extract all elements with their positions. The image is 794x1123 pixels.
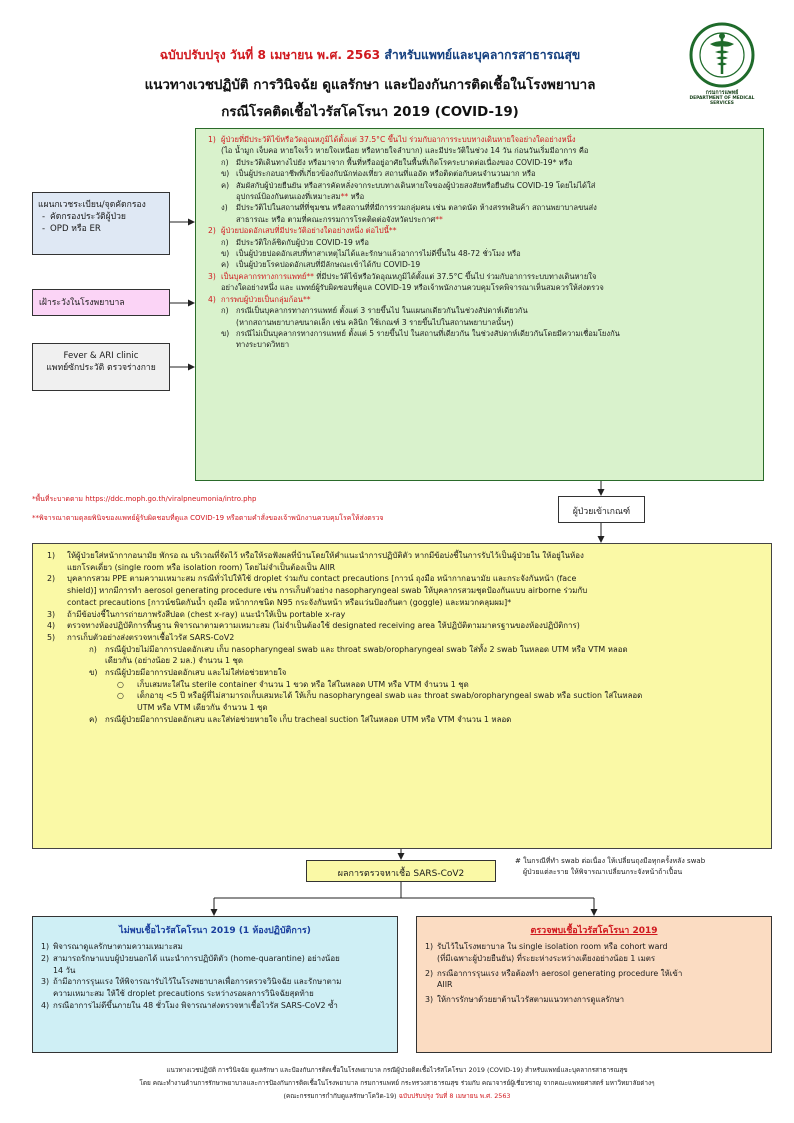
footer-line-3: (คณะกรรมการกำกับดูแลรักษาโควิด-19) ฉบับปรับปรุง วันที่ 8 เมษายน พ.ศ. 2563 xyxy=(283,1092,511,1100)
positive-item-2-cont: AIIR xyxy=(437,980,453,990)
positive-item-1-cont: (ที่มีเฉพาะผู้ป่วยยืนยัน) ที่ระยะห่างระหว่างเตียงอย่างน้อย 1 เมตร xyxy=(437,953,656,963)
opd-item-er: - OPD หรือ ER xyxy=(50,223,164,235)
footer xyxy=(40,1064,754,1103)
procedure-step-5b-2: ○ เด็กอายุ <5 ปี หรือผู้ที่ไม่สามารถเก็บเสมหะได้ ให้เก็บ nasopharyngeal swab และ throat swab/oropharyngeal swab หรือ suction ใส่ในหลอด xyxy=(117,691,643,701)
procedure-step-5: 5) การเก็บตัวอย่างส่งตรวจหาเชื้อไวรัส SARS-CoV2 xyxy=(47,632,235,642)
criteria-1b: ข) เป็นผู้ประกอบอาชีพที่เกี่ยวข้องกับนักท่องเที่ยว สถานที่แออัด หรือติดต่อกับคนจำนวนมาก หรือ xyxy=(221,169,536,179)
negative-item-2-cont: 14 วัน xyxy=(53,965,76,975)
criteria-1-detail: (ไอ น้ำมูก เจ็บคอ หายใจเร็ว หายใจเหนื่อย หรือหายใจลำบาก) และมีประวัติในช่วง 14 วัน ก่อนวันเริ่มมีอาการ คือ xyxy=(221,146,589,156)
criteria-4a-cont: (หากสถานพยาบาลขนาดเล็ก เช่น คลินิก ใช้เกณฑ์ 3 รายขึ้นไปในสถานพยาบาลนั้นๆ) xyxy=(236,317,514,327)
criteria-1c: ค) สัมผัสกับผู้ป่วยยืนยัน หรือสารคัดหลั่งจากระบบทางเดินหายใจของผู้ป่วยสงสัยหรือยืนยัน COVID-19 โดยไม่ได้ใส่ xyxy=(221,180,596,190)
patient-criteria-box xyxy=(195,128,764,481)
hospital-surveillance-box xyxy=(32,289,170,316)
logo-caption-english: DEPARTMENT OF MEDICAL SERVICES xyxy=(689,96,755,106)
fever-clinic-subtitle: แพทย์ซักประวัติ ตรวจร่างกาย xyxy=(46,363,156,373)
negative-item-4: 4) กรณีอาการไม่ดีขึ้นภายใน 48 ชั่วโมง พิจารณาส่งตรวจหาเชื้อไวรัส SARS-CoV2 ซ้ำ xyxy=(41,1000,338,1010)
negative-item-2: 2) สามารถรักษาแบบผู้ป่วยนอกได้ แนะนำการปฏิบัติตัว (home-quarantine) อย่างน้อย xyxy=(41,953,340,963)
procedure-step-2-cont2: contact precautions [กาวน์ชนิดกันน้ำ ถุงมือ หน้ากากชนิด N95 กระจังกันหน้า หรือแว่นป้องกันตา (goggle) และหมวกคลุมผม]* xyxy=(67,597,512,607)
criteria-3-detail: อย่างใดอย่างหนึ่ง และ แพทย์ผู้รับผิดชอบที่ดูแล COVID-19 หรือเจ้าพนักงานควบคุมโรคพิจารณาเห็นสมควรให้ส่งตรวจ xyxy=(221,283,604,293)
procedure-step-2: 2) บุคลากรสวม PPE ตามความเหมาะสม กรณีทั่วไปให้ใช้ droplet ร่วมกับ contact precautions [กาวน์ ถุงมือ หน้ากากอนามัย และกระจังกันหน้า (face xyxy=(47,574,577,584)
opd-screening-box xyxy=(32,192,170,255)
procedure-step-3: 3) ถ้ามีข้อบ่งชี้ในการถ่ายภาพรังสีปอด (chest x-ray) แนะนำให้เป็น portable x-ray xyxy=(47,609,346,619)
fever-ari-clinic-box xyxy=(32,343,170,391)
footer-line-1: แนวทางเวชปฏิบัติ การวินิจฉัย ดูแลรักษา และป้องกันการติดเชื้อในโรงพยาบาล กรณีผู้ป่วยติดเชื้อไวรัสโคโรนา 2019 (COVID-19) สำหรับแพทย์และบุคลากรสาธารณสุข xyxy=(166,1066,628,1074)
bullet-circle-icon: ○ xyxy=(117,679,124,689)
sars-cov2-result-box: ผลการตรวจหาเชื้อ SARS-CoV2 xyxy=(306,860,496,882)
bullet-circle-icon: ○ xyxy=(117,691,124,701)
procedure-step-5b: ข) กรณีผู้ป่วยมีอาการปอดอักเสบ และไม่ใส่ท่อช่วยหายใจ xyxy=(89,668,287,678)
positive-result-box xyxy=(416,916,772,1053)
criteria-2b: ข) เป็นผู้ป่วยปอดอักเสบที่หาสาเหตุไม่ได้และรักษาแล้วอาการไม่ดีขึ้นใน 48-72 ชั่วโมง หรือ xyxy=(221,249,521,259)
swab-glove-note: # ในกรณีที่ทำ swab ต่อเนื่อง ให้เปลี่ยนถุงมือทุกครั้งหลัง swab ผู้ป่วยแต่ละราย ให้พิจารณาเปลี่ยนกระจังหน้าถ้าเปื้อน xyxy=(515,857,706,876)
criteria-2-title: 2) ผู้ป่วยปอดอักเสบที่มีประวัติอย่างใดอย่างหนึ่ง ต่อไปนี้** xyxy=(208,226,397,236)
negative-item-1: 1) พิจารณาดูแลรักษาตามความเหมาะสม xyxy=(41,942,183,951)
positive-item-1: 1) รับไว้ในโรงพยาบาล ใน single isolation room หรือ cohort ward xyxy=(425,942,668,951)
negative-item-3: 3) ถ้ามีอาการรุนแรง ให้พิจารณารับไว้ในโรงพยาบาลเพื่อการตรวจวินิจฉัย และรักษาตาม xyxy=(41,977,342,987)
procedure-step-5a-cont: เดียวกัน (อย่างน้อย 2 มล.) จำนวน 1 ชุด xyxy=(105,656,243,666)
criteria-4b: ข) กรณีไม่เป็นบุคลากรทางการแพทย์ ตั้งแต่ 5 รายขึ้นไป ในสถานที่เดียวกัน ในช่วงสัปดาห์เดียวกันโดยมีความเชื่อมโยงกัน xyxy=(221,328,620,338)
criteria-2a: ก) มีประวัติใกล้ชิดกับผู้ป่วย COVID-19 หรือ xyxy=(221,237,369,247)
department-emblem-icon xyxy=(688,22,756,88)
page-title: แนวทางเวชปฏิบัติ การวินิจฉัย ดูแลรักษา และป้องกันการติดเชื้อในโรงพยาบาล xyxy=(144,78,596,93)
positive-item-2: 2) กรณีอาการรุนแรง หรือต้องทำ aerosol generating procedure ให้เข้า xyxy=(425,968,683,978)
criteria-4-title: 4) การพบผู้ป่วยเป็นกลุ่มก้อน** xyxy=(208,294,311,304)
header-revision-line: ฉบับปรับปรุง วันที่ 8 เมษายน พ.ศ. 2563 สำหรับแพทย์และบุคลากรสาธารณสุข xyxy=(159,48,581,62)
criteria-2c: ค) เป็นผู้ป่วยโรคปอดอักเสบที่มีลักษณะเข้าได้กับ COVID-19 xyxy=(221,260,421,270)
physician-judgement-note: **พิจารณาตามดุลยพินิจของแพทย์ผู้รับผิดชอบที่ดูแล COVID-19 หรือตามคำสั่งของเจ้าพนักงานควบคุมโรคให้ส่งตรวจ xyxy=(32,514,384,522)
criteria-1d: ง) มีประวัติไปในสถานที่ที่ชุมชน หรือสถานที่ที่มีการรวมกลุ่มคน เช่น ตลาดนัด ห้างสรรพสินค้า สถานพยาบาลขนส่ง xyxy=(221,203,597,213)
criteria-1-title: 1) ผู้ป่วยที่มีประวัติไข้หรือวัดอุณหภูมิได้ตั้งแต่ 37.5°C ขึ้นไป ร่วมกับอาการระบบทางเดินหายใจอย่างใดอย่างหนึ่ง xyxy=(208,135,576,144)
procedure-step-5b-2-cont: UTM หรือ VTM เดียวกัน จำนวน 1 ชุด xyxy=(137,703,268,713)
criteria-3-title: 3) เป็นบุคลากรทางการแพทย์** ที่มีประวัติไข้หรือวัดอุณหภูมิได้ตั้งแต่ 37.5°C ขึ้นไป ร่วมกับอาการระบบทางเดินหายใจ xyxy=(208,271,597,281)
procedure-box xyxy=(32,543,772,849)
procedure-step-5a: ก) กรณีผู้ป่วยไม่มีอาการปอดอักเสบ เก็บ nasopharyngeal swab และ throat swab/oropharyngeal swab ใส่ทั้ง 2 swab ในหลอด UTM หรือ VTM หลอด xyxy=(89,644,628,654)
hospital-surveillance-title: เฝ้าระวังในโรงพยาบาล xyxy=(39,298,125,308)
fever-clinic-title: Fever & ARI clinic xyxy=(63,351,139,361)
procedure-step-2-cont1: shield)] หากมีการทำ aerosol generating procedure เช่น การเก็บตัวอย่าง nasopharyngeal swab ให้บุคลากรสวมชุดป้องกันแบบ airborne ร่วมกับ xyxy=(67,586,588,596)
negative-result-box xyxy=(32,916,398,1053)
criteria-4b-cont: ทางระบาดวิทยา xyxy=(236,340,290,350)
criteria-1c-cont: อุปกรณ์ป้องกันตนเองที่เหมาะสม** หรือ xyxy=(236,192,365,202)
page-subtitle: กรณีโรคติดเชื้อไวรัสโคโรนา 2019 (COVID-19) xyxy=(221,105,519,120)
logo-caption-thai: กรมการแพทย์ xyxy=(705,90,739,96)
procedure-step-5b-1: ○ เก็บเสมหะใส่ใน sterile container จำนวน 1 ขวด หรือ ใส่ในหลอด UTM หรือ VTM จำนวน 1 ชุด xyxy=(117,679,469,689)
epidemic-area-link[interactable]: https://ddc.moph.go.th/viralpneumonia/intro.php xyxy=(85,495,257,503)
criteria-1d-cont: สาธารณะ หรือ ตามที่คณะกรรมการโรคติดต่อจังหวัดประกาศ** xyxy=(236,214,443,224)
positive-result-title: ตรวจพบเชื้อไวรัสโคโรนา 2019 xyxy=(530,926,658,936)
footer-line-2: โดย คณะทำงานด้านการรักษาพยาบาลและการป้องกันการติดเชื้อในโรงพยาบาล กรมการแพทย์ กระทรวงสาธารณสุข ร่วมกับ คณาจารย์ผู้เชี่ยวชาญ จากคณะแพทยศาสตร์ มหาวิทยาลัยต่างๆ xyxy=(139,1079,655,1087)
criteria-1a: ก) มีประวัติเดินทางไปยัง หรือมาจาก พื้นที่หรืออยู่อาศัยในพื้นที่เกิดโรคระบาดต่อเนื่องของ COVID-19* หรือ xyxy=(221,157,573,167)
criteria-4a: ก) กรณีเป็นบุคลากรทางการแพทย์ ตั้งแต่ 3 รายขึ้นไป ในแผนกเดียวกันในช่วงสัปดาห์เดียวกัน xyxy=(221,306,528,316)
procedure-step-5c: ค) กรณีผู้ป่วยมีอาการปอดอักเสบ และใส่ท่อช่วยหายใจ เก็บ tracheal suction ใส่ในหลอด UTM หรือ VTM จำนวน 1 หลอด xyxy=(89,714,512,724)
procedure-step-4: 4) ตรวจทางห้องปฏิบัติการพื้นฐาน พิจารณาตามความเหมาะสม (ไม่จำเป็นต้องใช้ designated receiving area ให้ปฏิบัติตามมาตรฐานของห้องปฏิบัติการ) xyxy=(47,621,580,631)
negative-result-title: ไม่พบเชื้อไวรัสโคโรนา 2019 (1 ห้องปฏิบัติการ) xyxy=(119,926,311,936)
positive-item-3: 3) ให้การรักษาด้วยยาต้านไวรัสตามแนวทางการดูแลรักษา xyxy=(425,995,625,1005)
opd-screening-title: แผนกเวชระเบียน/จุดคัดกรอง xyxy=(38,200,146,210)
negative-item-3-cont: ความเหมาะสม ให้ใช้ droplet precautions ระหว่างรอผลการวินิจฉัยสุดท้าย xyxy=(53,989,314,999)
epidemic-area-note: *พื้นที่ระบาดตาม https://ddc.moph.go.th/viralpneumonia/intro.php xyxy=(32,495,257,503)
procedure-step-1-cont: แยกโรคเดี่ยว (single room หรือ isolation room) โดยไม่จำเป็นต้องเป็น AIIR xyxy=(67,562,336,572)
opd-item-screening: - คัดกรองประวัติผู้ป่วย xyxy=(50,211,164,223)
procedure-step-1: 1) ให้ผู้ป่วยใส่หน้ากากอนามัย พักรอ ณ บริเวณที่จัดไว้ หรือให้รอฟังผลที่บ้านโดยให้คำแนะนำการปฏิบัติตัว หากมีข้อบ่งชี้ในการรับไว้เป็นผู้ป่วยใน ให้อยู่ในห้อง xyxy=(47,551,584,560)
meets-criteria-box: ผู้ป่วยเข้าเกณฑ์ xyxy=(558,496,645,523)
